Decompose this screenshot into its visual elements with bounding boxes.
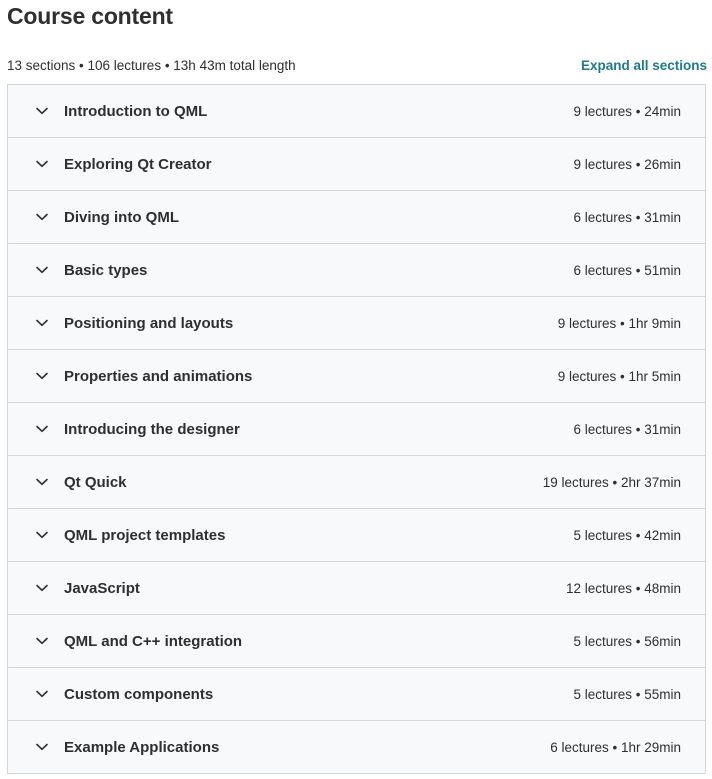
section-title: QML and C++ integration xyxy=(64,632,243,650)
chevron-down-icon xyxy=(34,739,50,755)
page-title: Course content xyxy=(7,3,173,29)
section-row[interactable] xyxy=(8,191,705,244)
section-row[interactable] xyxy=(8,668,705,721)
chevron-down-icon xyxy=(34,209,50,225)
section-meta: 9 lectures • 24min xyxy=(573,103,681,119)
section-meta: 6 lectures • 31min xyxy=(573,421,681,437)
section-meta: 6 lectures • 1hr 29min xyxy=(550,739,681,755)
section-meta: 5 lectures • 56min xyxy=(573,633,681,649)
section-title: Qt Quick xyxy=(64,473,127,491)
section-meta: 5 lectures • 55min xyxy=(573,686,681,702)
chevron-down-icon xyxy=(34,103,50,119)
chevron-down-icon xyxy=(34,368,50,384)
section-meta: 5 lectures • 42min xyxy=(573,527,681,543)
section-row[interactable] xyxy=(8,138,705,191)
section-title: Positioning and layouts xyxy=(64,314,234,332)
section-row[interactable] xyxy=(8,350,705,403)
chevron-down-icon xyxy=(34,315,50,331)
section-row[interactable] xyxy=(8,403,705,456)
sections-list xyxy=(7,84,706,774)
section-title: Diving into QML xyxy=(64,208,179,226)
section-title: QML project templates xyxy=(64,526,226,544)
section-row[interactable] xyxy=(8,615,705,668)
course-summary-row xyxy=(7,56,707,74)
section-row[interactable] xyxy=(8,562,705,615)
section-row[interactable] xyxy=(8,456,705,509)
section-title: Basic types xyxy=(64,261,148,279)
section-meta: 9 lectures • 1hr 5min xyxy=(557,368,681,384)
section-meta: 9 lectures • 26min xyxy=(573,156,681,172)
section-title: JavaScript xyxy=(64,579,140,597)
section-meta: 12 lectures • 48min xyxy=(565,580,681,596)
chevron-down-icon xyxy=(34,633,50,649)
section-row[interactable] xyxy=(8,244,705,297)
section-title: Example Applications xyxy=(64,738,220,756)
section-meta: 6 lectures • 51min xyxy=(573,262,681,278)
section-row[interactable] xyxy=(8,85,705,138)
section-meta: 9 lectures • 1hr 9min xyxy=(557,315,681,331)
chevron-down-icon xyxy=(34,156,50,172)
section-title: Exploring Qt Creator xyxy=(64,155,212,173)
section-meta: 19 lectures • 2hr 37min xyxy=(542,474,681,490)
chevron-down-icon xyxy=(34,686,50,702)
section-title: Introduction to QML xyxy=(64,102,208,120)
expand-all-sections-button[interactable]: Expand all sections xyxy=(580,57,707,73)
course-summary: 13 sections • 106 lectures • 13h 43m total length xyxy=(7,57,296,73)
chevron-down-icon xyxy=(34,421,50,437)
chevron-down-icon xyxy=(34,474,50,490)
chevron-down-icon xyxy=(34,580,50,596)
section-row[interactable] xyxy=(8,509,705,562)
section-row[interactable] xyxy=(8,297,705,350)
chevron-down-icon xyxy=(34,262,50,278)
section-row[interactable] xyxy=(8,721,705,774)
section-meta: 6 lectures • 31min xyxy=(573,209,681,225)
section-title: Introducing the designer xyxy=(64,420,240,438)
chevron-down-icon xyxy=(34,527,50,543)
section-title: Properties and animations xyxy=(64,367,253,385)
section-title: Custom components xyxy=(64,685,214,703)
